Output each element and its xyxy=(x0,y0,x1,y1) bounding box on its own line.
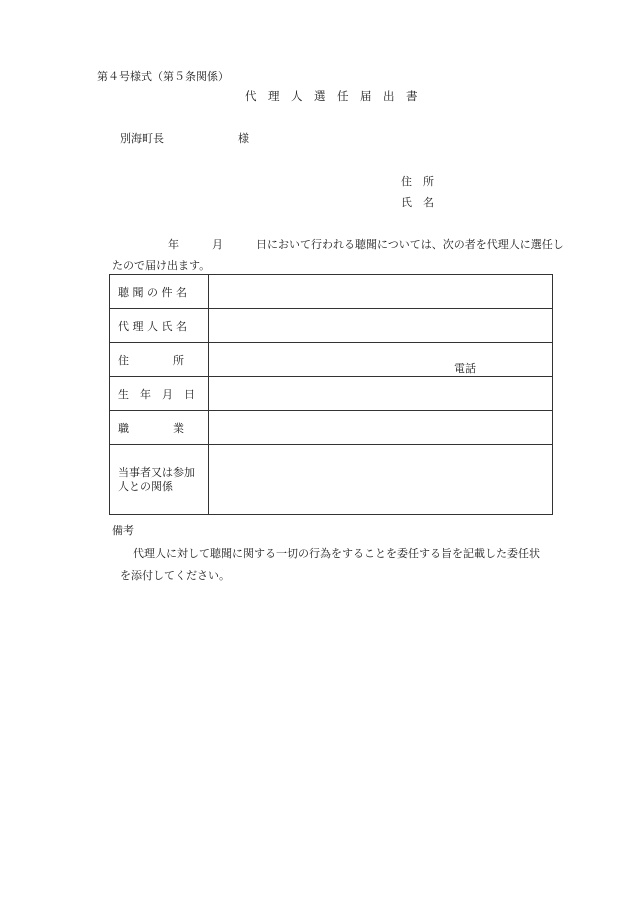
table-row-agent-name xyxy=(110,309,553,343)
relationship-field[interactable] xyxy=(209,445,553,515)
applicant-name-label: 氏 名 xyxy=(401,196,434,209)
phone-label: 電話 xyxy=(454,361,476,375)
table-row-address xyxy=(110,343,553,377)
addressee-honorific: 様 xyxy=(238,132,249,145)
remarks-text-line1: 代理人に対して聴聞に関する一切の行為をすることを委任する旨を記載した委任状 xyxy=(133,547,540,560)
occupation-field[interactable] xyxy=(209,411,553,445)
form-number: 第４号様式（第５条関係） xyxy=(97,70,229,83)
body-text-line1: 年 月 日において行われる聴聞については、次の者を代理人に選任し xyxy=(168,238,564,251)
table-row-hearing-subject xyxy=(110,275,553,309)
hearing-subject-field[interactable] xyxy=(209,275,553,309)
birthdate-field[interactable] xyxy=(209,377,553,411)
table-row-birthdate xyxy=(110,377,553,411)
address-label: 住 所 xyxy=(110,343,209,377)
remarks-heading: 備考 xyxy=(112,524,134,537)
remarks-text-line2: を添付してください。 xyxy=(120,569,230,582)
table-row-relationship xyxy=(110,445,553,515)
applicant-address-label: 住 所 xyxy=(401,175,434,188)
birthdate-label: 生 年 月 日 xyxy=(110,377,209,411)
hearing-subject-label: 聴 聞 の 件 名 xyxy=(110,275,209,309)
occupation-label: 職 業 xyxy=(110,411,209,445)
addressee-name: 別海町長 xyxy=(120,132,164,145)
relationship-label: 当事者又は参加人との関係 xyxy=(110,445,209,515)
address-field[interactable] xyxy=(209,343,553,377)
table-row-occupation xyxy=(110,411,553,445)
body-text-line2: たので届け出ます。 xyxy=(112,259,211,272)
agent-name-label: 代 理 人 氏 名 xyxy=(110,309,209,343)
agent-name-field[interactable] xyxy=(209,309,553,343)
document-title: 代 理 人 選 任 届 出 書 xyxy=(245,89,418,103)
agent-info-table xyxy=(109,274,553,515)
